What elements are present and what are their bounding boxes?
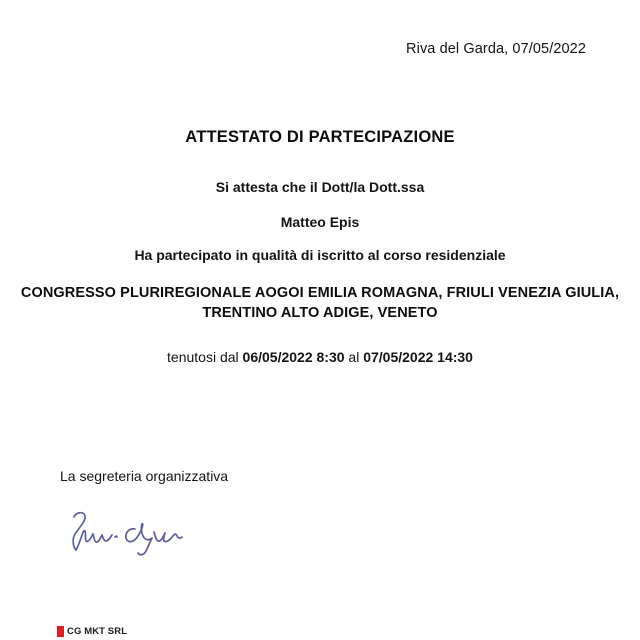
course-title-line-1: CONGRESSO PLURIREGIONALE AOGOI EMILIA ROMAGNA, FRIULI VENEZIA GIULIA,	[20, 285, 620, 301]
logo-mark-icon	[57, 626, 64, 637]
participation-role-line: Ha partecipato in qualità di iscritto al corso residenziale	[134, 247, 506, 263]
attestation-line: Si attesta che il Dott/la Dott.ssa	[215, 179, 425, 195]
dates-prefix: tenutosi dal	[167, 349, 243, 365]
course-title	[0, 283, 640, 323]
signature-image	[63, 503, 233, 563]
place-and-date: Riva del Garda, 07/05/2022	[406, 41, 586, 57]
footer-logo	[57, 626, 127, 637]
page-title: ATTESTATO DI PARTECIPAZIONE	[185, 128, 455, 146]
course-dates-line	[0, 349, 640, 365]
participant-name: Matteo Epis	[280, 214, 360, 230]
course-title-line-2: TRENTINO ALTO ADIGE, VENETO	[202, 305, 438, 321]
company-name: CG MKT SRL	[67, 626, 128, 637]
signature-icon	[63, 503, 233, 563]
course-end-datetime: 07/05/2022 14:30	[363, 349, 473, 365]
course-start-datetime: 06/05/2022 8:30	[242, 349, 345, 365]
dates-separator: al	[344, 349, 364, 365]
secretariat-label: La segreteria organizzativa	[60, 468, 229, 484]
